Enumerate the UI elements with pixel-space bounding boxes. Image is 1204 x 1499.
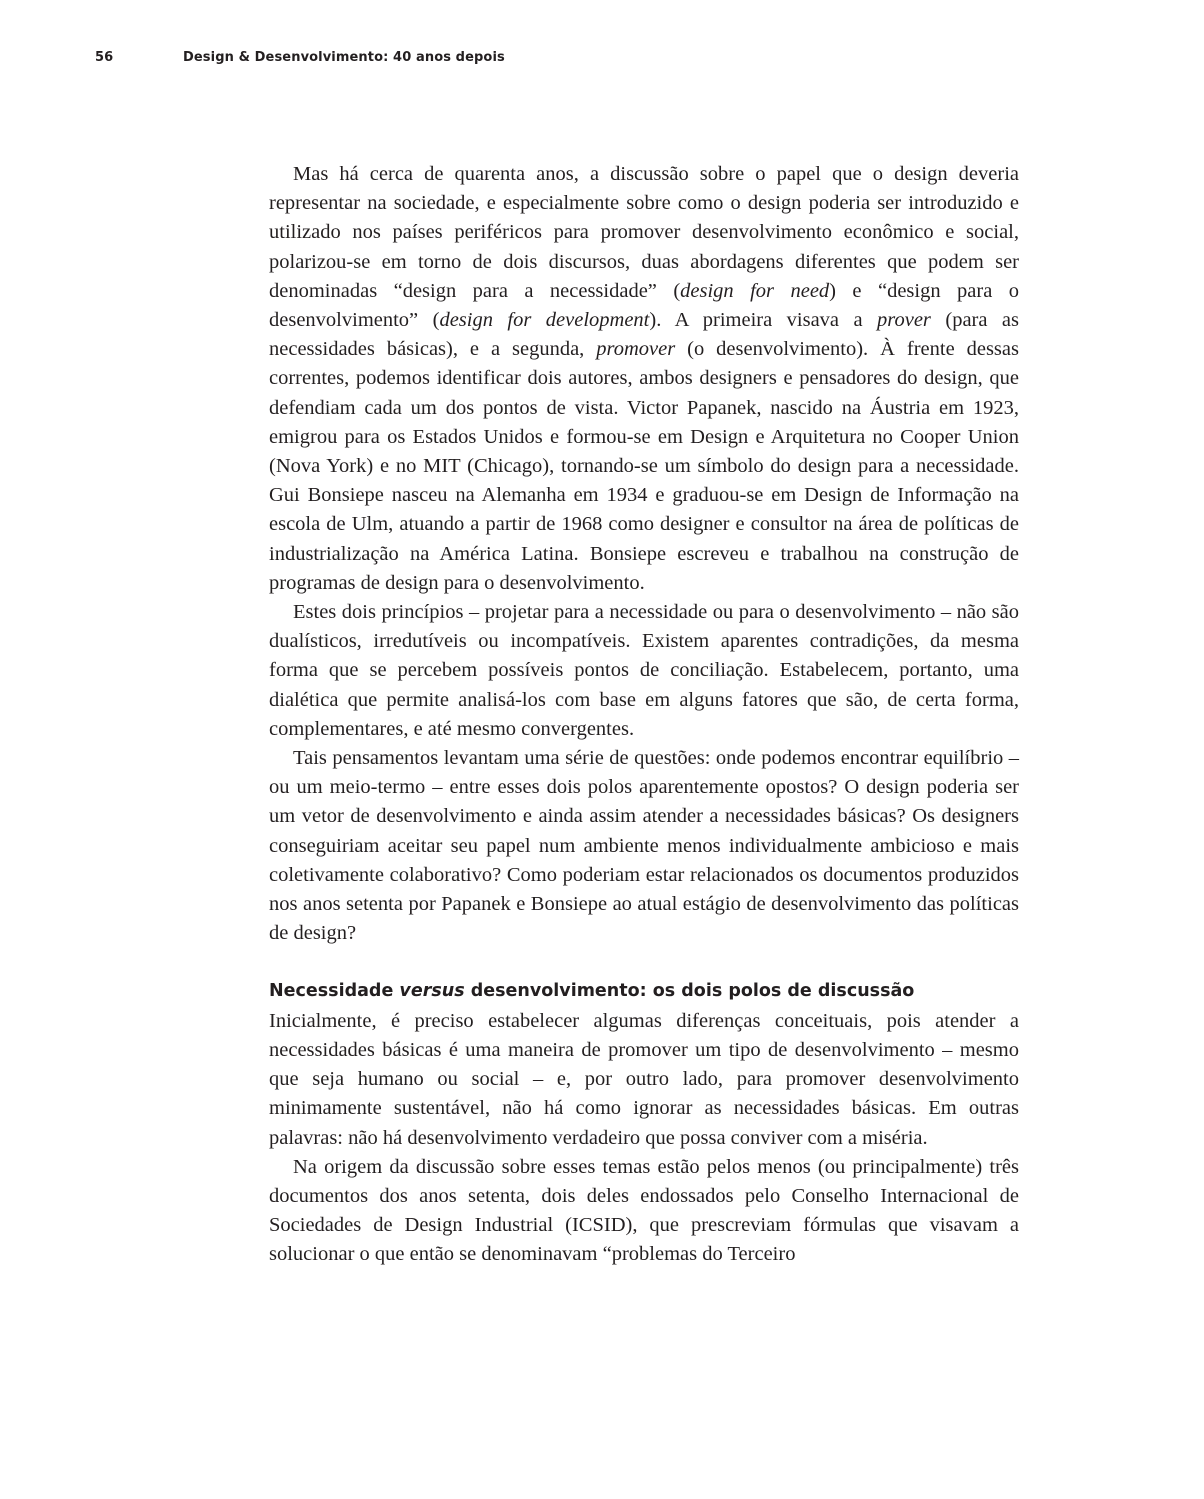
italic-text: design for need (680, 279, 830, 302)
italic-text: design for development (439, 309, 650, 332)
text-run: (para as necessidades básicas), e a segunda, (269, 309, 1019, 361)
paragraph (269, 598, 1019, 744)
intro-paragraphs (269, 160, 1019, 948)
running-head (95, 50, 505, 65)
body-text (269, 160, 1019, 1270)
page-number: 56 (95, 50, 114, 65)
text-run: (o desenvolvimento). À frente dessas correntes, podemos identificar dois autores, ambos designers e pensadores do design, que defendiam cada um dos pontos de vista. Victor Papanek, nascido na Áustria em 1923, emigrou para os Estados Unidos e formou-se em Design e Arquitetura no Cooper Union (Nova York) e no MIT (Chicago), tornando-se um símbolo do design para a necessidade. Gui Bonsiepe nasceu na Alemanha em 1934 e graduou-se em Design de Informação na escola de Ulm, atuando a partir de 1968 como designer e consultor na área de políticas de industrialização na América Latina. Bonsiepe escreveu e trabalhou na construção de programas de design para o desenvolvimento. (269, 338, 1019, 594)
text-run: ) e “design para o desenvolvimento” ( (269, 279, 1019, 332)
text-run: Inicialmente, é preciso estabelecer algumas diferenças conceituais, pois atender a necessidades básicas é uma maneira de promover um tipo de desenvolvimento – mesmo que seja humano ou social – e, por outro lado, para promover desenvolvimento minimamente sustentável, não há como ignorar as necessidades básicas. Em outras palavras: não há desenvolvimento verdadeiro que possa conviver com a miséria. (269, 1009, 1019, 1149)
text-run: Estes dois princípios – projetar para a necessidade ou para o desenvolvimento – não são dualísticos, irredutíveis ou incompatíveis. Existem aparentes contradições, da mesma forma que se percebem possíveis pontos de conciliação. Estabelecem, portanto, uma dialética que permite analisá-los com base em alguns fatores que são, de certa forma, complementares, e até mesmo convergentes. (269, 601, 1019, 740)
section-heading (269, 977, 1019, 1006)
italic-text: prover (877, 309, 931, 332)
section-heading-italic: versus (399, 981, 465, 1002)
section-heading-text: desenvolvimento: os dois polos de discussão (464, 981, 915, 1002)
section-heading-text: Necessidade (269, 981, 400, 1002)
text-run: Na origem da discussão sobre esses temas estão pelos menos (ou principalmente) três documentos dos anos setenta, dois deles endossados pelo Conselho Internacional de Sociedades de Design Industrial (ICSID), que prescreviam fórmulas que visavam a solucionar o que então se denominavam “problemas do Terceiro (269, 1155, 1019, 1266)
text-run: ). A primeira visava a (649, 309, 878, 332)
text-run: Tais pensamentos levantam uma série de questões: onde podemos encontrar equilíbrio – ou um meio-termo – entre esses dois polos aparentemente opostos? O design poderia ser um vetor de desenvolvimento e ainda assim atender a necessidades básicas? Os designers conseguiriam aceitar seu papel num ambiente menos individualmente ambicioso e mais coletivamente colaborativo? Como poderiam estar relacionados os documentos produzidos nos anos setenta por Papanek e Bonsiepe ao atual estágio de desenvolvimento das políticas de design? (269, 747, 1019, 945)
paragraph (269, 1007, 1019, 1153)
paragraph (269, 744, 1019, 948)
text-run: Mas há cerca de quarenta anos, a discussão sobre o papel que o design deveria representar na sociedade, e especialmente sobre como o design poderia ser introduzido e utilizado nos países periféricos para promover desenvolvimento econômico e social, polarizou-se em torno de dois discursos, duas abordagens diferentes que podem ser denominadas “design para a necessidade” ( (269, 163, 1019, 302)
running-title: Design & Desenvolvimento: 40 anos depois (183, 50, 505, 65)
italic-text: promover (596, 338, 676, 361)
section-paragraphs (269, 1007, 1019, 1270)
paragraph (269, 1153, 1019, 1270)
paragraph (269, 160, 1019, 598)
